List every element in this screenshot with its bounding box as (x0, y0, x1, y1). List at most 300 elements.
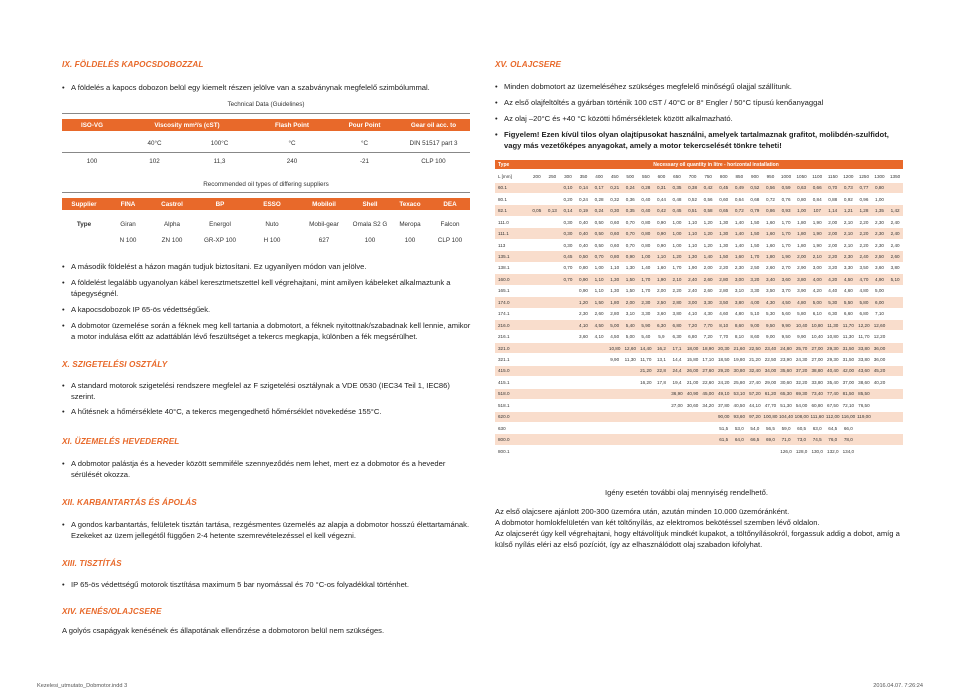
qt-value-cell: 3,20 (828, 265, 838, 271)
qt-value-cell: 15,80 (686, 357, 699, 362)
qt-value-cell: 1,20 (579, 299, 588, 305)
qt-value-cell: 24,30 (795, 357, 808, 362)
qt-value-cell: 1,50 (750, 219, 760, 225)
qt-value-cell: 72,10 (842, 402, 855, 408)
qt-length-cell: 850 (735, 173, 744, 179)
qt-value-cell: 0,38 (688, 185, 698, 191)
qt-value-cell: 3,30 (703, 299, 713, 305)
qt-value-cell: 29,00 (764, 379, 777, 385)
qt-type-cell: 216.1 (498, 334, 510, 340)
qt-value-cell: 104,40 (779, 414, 794, 420)
qt-value-cell: 19,4 (672, 379, 682, 385)
rec-table-caption: Recommended oil types of differing suppliers (203, 181, 329, 188)
qt-value-cell: 1,70 (641, 276, 651, 282)
qt-value-cell: 5,80 (859, 299, 869, 305)
qt-value-cell: 1,40 (703, 253, 713, 259)
qt-value-cell: 2,20 (859, 242, 869, 248)
qt-value-cell: 0,35 (672, 185, 682, 191)
qt-value-cell: 2,50 (656, 299, 666, 305)
qt-value-cell: 2,70 (781, 265, 791, 271)
qt-value-cell: 111,60 (810, 414, 824, 420)
qt-value-cell: 1,70 (641, 288, 651, 294)
qt-value-cell: 116,00 (841, 414, 856, 420)
qt-value-cell: 16,20 (640, 379, 652, 385)
qt-value-cell: 1,00 (641, 253, 651, 259)
qt-length-cell: 1000 (780, 173, 792, 179)
qt-value-cell: 0,72 (734, 208, 744, 214)
sec12-bullet-1: • A gondos karbantartás, felületek tisztán tartása, rezgésmentes üzemelés az alapja a dobmotor hosszú élettartamának. Ezekeket az üzem jellegétől függően 2-4 hetente szemrevételezéssel el kell végezni. (62, 520, 470, 540)
qt-length-cell: 450 (610, 173, 619, 179)
qt-value-cell: 128,0 (795, 448, 808, 454)
qt-value-cell: 3,70 (781, 288, 791, 294)
qt-value-cell: 93,60 (733, 414, 746, 420)
qt-value-cell: 1,50 (750, 231, 760, 237)
qt-value-cell: 0,10 (563, 185, 573, 191)
qt-value-cell: 1,90 (812, 231, 822, 237)
qt-value-cell: 25,80 (733, 379, 746, 385)
qt-value-cell: 0,30 (610, 208, 620, 214)
qt-value-cell: 10,80 (811, 322, 823, 328)
tech-values-row: 100 102 11,3 240 -21 CLP 100 (86, 157, 446, 165)
qt-value-cell: 34,00 (764, 368, 777, 374)
qt-value-cell: 5,40 (625, 322, 635, 328)
bullet-icon: • (62, 580, 65, 589)
qt-value-cell: 1,50 (594, 299, 604, 305)
qt-value-cell: 1,40 (734, 231, 744, 237)
qt-value-cell: 0,90 (579, 276, 588, 282)
qt-value-cell: 6,80 (672, 322, 682, 328)
qt-row (495, 412, 903, 424)
qt-value-cell: 3,10 (734, 288, 744, 294)
qt-value-cell: 67,50 (827, 402, 839, 408)
qt-value-cell: 29,20 (717, 368, 730, 374)
qt-type-cell: 800.1 (498, 448, 510, 454)
qt-length-cell: 750 (704, 173, 712, 179)
qt-value-cell: 0,52 (750, 185, 760, 191)
qt-row (495, 331, 903, 343)
qt-value-cell: 0,80 (579, 265, 588, 271)
qt-value-cell: 9,90 (781, 322, 791, 328)
qt-value-cell: 119,00 (857, 414, 871, 420)
qt-value-cell: 0,56 (765, 185, 775, 191)
qt-value-cell: 8,60 (734, 322, 744, 328)
qt-value-cell: 5,00 (625, 334, 635, 340)
qt-type-cell: 174.1 (498, 311, 510, 317)
qt-value-cell: 17,1 (672, 345, 682, 351)
qt-value-cell: 0,90 (656, 219, 666, 225)
qt-value-cell: 9,50 (765, 322, 775, 328)
qt-value-cell: 2,10 (843, 231, 853, 237)
qt-value-cell: 2,20 (672, 288, 682, 294)
section-15-title: XV. OLAJCSERE (495, 60, 562, 69)
qt-value-cell: 3,60 (579, 334, 588, 340)
qt-value-cell: 3,20 (750, 276, 760, 282)
qt-value-cell: 2,00 (656, 288, 666, 294)
qt-value-cell: 1,50 (625, 288, 635, 294)
qt-value-cell: 51,5 (719, 425, 729, 431)
bullet-icon: • (62, 262, 65, 271)
qt-value-cell: 0,64 (734, 196, 744, 202)
qt-value-cell: 21,20 (640, 368, 652, 374)
qt-value-cell: 0,28 (641, 185, 651, 191)
qt-value-cell: 4,00 (750, 299, 760, 305)
qt-value-cell: 1,35 (875, 208, 884, 214)
qt-value-cell: 1,10 (656, 253, 666, 259)
qt-value-cell: 4,90 (875, 276, 884, 282)
qt-value-cell: 7,70 (703, 322, 713, 328)
qt-value-cell: 36,00 (873, 357, 886, 362)
qt-value-cell: 1,70 (781, 219, 791, 225)
qt-value-cell: 0,19 (579, 208, 588, 214)
qt-row (495, 320, 903, 332)
sec15-bullet-3: • Az olaj –20°C és +40 °C közötti hőmérsékletek között alkalmazható. (495, 114, 733, 123)
type-row: Type Giran Alpha Energol Nuto Mobil-gear Omala S2 G Meropa Falcon (76, 220, 460, 228)
qt-value-cell: 1,20 (703, 231, 713, 237)
qt-value-cell: 3,60 (781, 276, 791, 282)
tech-table-caption: Technical Data (Guidelines) (227, 101, 305, 108)
qt-value-cell: 0,40 (579, 231, 588, 237)
qt-value-cell: 56,5 (765, 425, 775, 431)
qt-value-cell: 63,0 (812, 425, 822, 431)
qt-value-cell: 0,44 (656, 196, 666, 202)
qt-value-cell: 36,90 (671, 391, 683, 397)
qt-row (495, 183, 903, 195)
qt-value-cell: 34,20 (702, 402, 714, 408)
bullet-icon: • (62, 83, 65, 92)
qt-value-cell: 0,32 (610, 196, 620, 202)
qt-length-label: L [mm] (498, 173, 512, 179)
qt-value-cell: 7,10 (875, 311, 884, 317)
qt-length-cell: 250 (548, 173, 557, 179)
qt-value-cell: 1,00 (875, 196, 884, 202)
qt-value-cell: 0,35 (625, 208, 635, 214)
qt-value-cell: 1,70 (781, 231, 791, 237)
qt-value-cell: 81,50 (842, 391, 855, 397)
qt-value-cell: 47,70 (764, 402, 777, 408)
qt-value-cell: 10,40 (795, 322, 808, 328)
qt-value-cell: 0,80 (641, 219, 651, 225)
qt-value-cell: 0,60 (719, 196, 729, 202)
sec10-bullet-1: • A standard motorok szigetelési rendszere megfelel az F szigetelési osztálynak a VDE 0530 (IEC34 Teil 1, IEC86) szerint. (62, 381, 450, 401)
qt-value-cell: 2,10 (843, 242, 853, 248)
qt-value-cell: 1,40 (734, 219, 744, 225)
qt-note: Igény esetén további olaj mennyiség rendelhető. (605, 488, 768, 497)
qt-value-cell: 33,80 (811, 379, 823, 385)
qt-value-cell: 0,70 (828, 185, 838, 191)
qt-row (495, 377, 903, 389)
qt-value-cell: 2,00 (797, 253, 807, 259)
qt-value-cell: 27,40 (749, 379, 761, 385)
qt-value-cell: 2,20 (859, 219, 869, 225)
qt-value-cell: 7,20 (688, 322, 698, 328)
qt-value-cell: 35,40 (827, 379, 839, 385)
qt-value-cell: 1,60 (765, 242, 775, 248)
sec15-bullet-1: • Minden dobmotort az üzemeléséhez szükséges megfelelő minőségű olajjal szállítunk. (495, 82, 792, 91)
qt-value-cell: 134,0 (842, 448, 855, 454)
qt-value-cell: 11,30 (827, 322, 839, 328)
qt-value-cell: 0,77 (859, 185, 869, 191)
qt-row (495, 194, 903, 206)
qt-value-cell: 30,80 (733, 368, 746, 374)
bullet-4: • A kapocsdobozok IP 65-ös védettségűek. (62, 305, 211, 314)
qt-row (495, 205, 903, 217)
qt-row (495, 343, 903, 355)
qt-value-cell: 0,70 (625, 242, 635, 248)
qt-value-cell: 66,5 (750, 437, 760, 443)
qt-value-cell: 5,00 (812, 299, 822, 305)
qt-value-cell: 0,70 (594, 253, 604, 259)
qt-value-cell: 8,60 (750, 334, 760, 340)
qt-value-cell: 2,30 (641, 299, 651, 305)
bullet-icon: • (62, 381, 65, 390)
qt-row (495, 434, 903, 446)
qt-value-cell: 0,68 (750, 196, 760, 202)
qt-value-cell: 1,60 (734, 253, 744, 259)
qt-value-cell: 78,0 (843, 437, 853, 443)
qt-value-cell: 2,00 (625, 299, 635, 305)
qt-value-cell: 14,40 (640, 345, 652, 351)
qt-value-cell: 2,90 (797, 265, 807, 271)
qt-value-cell: 4,30 (765, 299, 775, 305)
qt-value-cell: 1,80 (765, 253, 775, 259)
right-column (495, 0, 915, 695)
qt-value-cell: 2,20 (859, 231, 869, 237)
qt-value-cell: 4,10 (579, 322, 588, 328)
qt-value-cell: 2,30 (734, 265, 744, 271)
qt-value-cell: 0,24 (579, 196, 588, 202)
qt-value-cell: 1,90 (688, 265, 698, 271)
qt-value-cell: 107 (813, 208, 822, 214)
section-12-title: XII. KARBANTARTÁS ÉS ÁPOLÁS (62, 498, 197, 507)
qt-value-cell: 0,90 (625, 253, 635, 259)
qt-value-cell: 5,00 (875, 288, 884, 294)
qt-value-cell: 0,80 (610, 253, 620, 259)
qt-value-cell: 14,4 (672, 357, 682, 362)
qt-value-cell: 1,80 (797, 242, 807, 248)
qt-value-cell: 0,50 (594, 242, 604, 248)
section-13-title: XIII. TISZTÍTÁS (62, 559, 122, 568)
qt-value-cell: 1,00 (672, 231, 682, 237)
qt-value-cell: 24,80 (780, 345, 792, 351)
qt-type-cell: 800.0 (498, 437, 510, 443)
qt-value-cell: 1,80 (797, 231, 807, 237)
qt-value-cell: 53,0 (734, 425, 744, 431)
qt-value-cell: 11,70 (640, 357, 652, 362)
qt-value-cell: 2,60 (890, 253, 900, 259)
qt-value-cell: 3,80 (890, 265, 900, 271)
qt-value-cell: 6,30 (672, 334, 682, 340)
qt-value-cell: 0,36 (625, 196, 635, 202)
qt-value-cell: 2,00 (828, 242, 838, 248)
qt-row (495, 446, 903, 458)
qt-value-cell: 22,60 (702, 379, 714, 385)
qt-value-cell: 1,10 (688, 219, 698, 225)
qt-value-cell: 27,60 (702, 368, 714, 374)
qt-value-cell: 0,66 (812, 185, 822, 191)
qt-value-cell: 2,60 (703, 288, 713, 294)
qt-value-cell: 35,60 (780, 368, 792, 374)
qt-value-cell: 36,00 (873, 345, 886, 351)
qt-value-cell: 4,60 (719, 311, 729, 317)
qt-length-cell: 1150 (827, 173, 838, 179)
qt-type-cell: 165.1 (498, 288, 510, 294)
qt-value-cell: 0,93 (781, 208, 791, 214)
qt-value-cell: 65,30 (780, 391, 792, 397)
qt-value-cell: 61,5 (719, 437, 729, 443)
qt-value-cell: 0,65 (719, 208, 729, 214)
qt-value-cell: 4,20 (828, 276, 838, 282)
qt-value-cell: 0,49 (734, 185, 744, 191)
footer-date: 2016.04.07. 7:26:24 (873, 683, 923, 689)
qt-type-cell: 415.1 (498, 379, 510, 385)
qt-value-cell: 1,00 (594, 265, 604, 271)
qt-value-cell: 1,10 (594, 288, 604, 294)
qt-value-cell: 4,80 (734, 311, 744, 317)
qt-value-cell: 11,70 (858, 334, 870, 340)
qt-length-cell: 350 (579, 173, 588, 179)
qt-value-cell: 1,42 (890, 208, 900, 214)
qt-value-cell: 1,50 (719, 253, 729, 259)
qt-value-cell: 64,5 (828, 425, 838, 431)
qt-row (495, 240, 903, 252)
qt-value-cell: 37,00 (842, 379, 855, 385)
qt-value-cell: 27,00 (671, 402, 683, 408)
qt-value-cell: 18,50 (717, 357, 730, 362)
qt-value-cell: 0,13 (547, 208, 557, 214)
qt-value-cell: 97,20 (749, 414, 761, 420)
qt-type-cell: 135.1 (498, 253, 510, 259)
qt-length-cell: 650 (673, 173, 681, 179)
qt-value-cell: 0,50 (594, 219, 604, 225)
qt-value-cell: 11,30 (624, 357, 636, 362)
qt-length-cell: 950 (766, 173, 775, 179)
qt-value-cell: 4,00 (812, 276, 822, 282)
oil-change-p3: Az olajcserét úgy kell végrehajtani, hogy eltávolítjuk mindkét kupakot, a töltőnyílásokról, forgassuk addig a dobot, amíg a külső nyílás eléri az első pozíciót, így az elhasználódott olaj szabadon kifolyhat. (495, 529, 900, 549)
qt-value-cell: 40,40 (827, 368, 839, 374)
qt-value-cell: 0,20 (563, 196, 573, 202)
bullet-icon: • (62, 305, 65, 314)
qt-value-cell: 6,80 (688, 334, 698, 340)
qt-type-cell: 216.0 (498, 322, 510, 328)
qt-value-cell: 4,80 (859, 288, 869, 294)
qt-value-cell: 21,60 (733, 345, 746, 351)
qt-value-cell: 74,5 (812, 437, 822, 443)
qt-type-cell: 111.0 (498, 219, 509, 225)
qt-value-cell: 2,30 (579, 311, 588, 317)
qt-value-cell: 17,8 (656, 379, 666, 385)
qt-value-cell: 1,90 (812, 242, 822, 248)
qt-value-cell: 0,73 (843, 185, 853, 191)
qt-value-cell: 29,30 (827, 357, 839, 362)
qt-value-cell: 29,30 (827, 345, 839, 351)
bullet-icon: • (62, 278, 65, 287)
tech-head-row: ISO-VG Viscosity mm²/s (cST) Flash Point Pour Point Gear oil acc. to (62, 119, 470, 131)
qt-value-cell: 5,60 (781, 311, 791, 317)
qt-value-cell: 11,30 (842, 334, 854, 340)
qt-value-cell: 1,20 (672, 253, 682, 259)
qt-value-cell: 5,10 (750, 311, 760, 317)
qt-value-cell: 0,70 (625, 231, 635, 237)
qt-value-cell: 0,28 (594, 196, 604, 202)
qt-value-cell: 1,90 (656, 276, 666, 282)
qt-value-cell: 0,72 (765, 196, 775, 202)
qt-value-cell: 0,76 (781, 196, 791, 202)
qt-length-cell: 1300 (874, 173, 885, 179)
qt-value-cell: 1,30 (719, 242, 729, 248)
qt-value-cell: 6,30 (656, 322, 666, 328)
qt-value-cell: 0,14 (579, 185, 588, 191)
section-14-title: XIV. KENÉS/OLAJCSERE (62, 607, 162, 616)
qt-value-cell: 18,90 (702, 345, 714, 351)
qt-value-cell: 1,30 (625, 265, 635, 271)
bullet-icon: • (62, 321, 65, 330)
bullet-icon: • (62, 407, 65, 416)
qt-row (495, 263, 903, 275)
qt-length-cell: 500 (626, 173, 635, 179)
qt-value-cell: 0,58 (703, 208, 713, 214)
tech-units-row: 40°C 100°C °C °C DIN 51517 part 3 (147, 139, 458, 147)
qt-value-cell: 2,10 (812, 253, 822, 259)
qt-value-cell: 3,50 (765, 288, 775, 294)
qt-value-cell: 1,21 (843, 208, 853, 214)
qt-value-cell: 71,0 (781, 437, 791, 443)
qt-value-cell: 57,20 (749, 391, 761, 397)
qt-type-cell: 138.1 (498, 265, 510, 271)
qt-value-cell: 31,50 (842, 345, 855, 351)
qt-value-cell: 0,45 (672, 208, 682, 214)
qt-value-cell: 3,50 (719, 299, 729, 305)
qt-row (495, 297, 903, 309)
qt-value-cell: 0,90 (656, 231, 666, 237)
qt-value-cell: 3,30 (750, 288, 760, 294)
qt-value-cell: 26,00 (686, 368, 699, 374)
qt-value-cell: 0,63 (797, 185, 807, 191)
qt-value-cell: 6,80 (859, 311, 869, 317)
qt-type-cell: 321.0 (498, 345, 510, 351)
qt-value-cell: 2,30 (843, 253, 853, 259)
left-column (62, 0, 472, 695)
qt-value-cell: 4,10 (594, 334, 604, 340)
qt-row (495, 389, 903, 401)
qt-value-cell: 22,50 (764, 357, 777, 362)
qt-value-cell: 3,40 (765, 276, 775, 282)
qt-row (495, 217, 903, 229)
qt-value-cell: 0,90 (579, 288, 588, 294)
qt-value-cell: 0,90 (656, 242, 666, 248)
qt-length-cell: 700 (688, 173, 697, 179)
qt-value-cell: 45,20 (873, 368, 886, 374)
qt-type-cell: 160.0 (498, 276, 510, 282)
qt-value-cell: 5,30 (828, 299, 838, 305)
qt-value-cell: 32,20 (795, 379, 808, 385)
qt-value-cell: 3,80 (734, 299, 744, 305)
qt-value-cell: 4,60 (843, 288, 853, 294)
qt-value-cell: 1,70 (672, 265, 682, 271)
qt-value-cell: 2,00 (703, 265, 713, 271)
qt-type-cell: 518.0 (498, 391, 510, 397)
qt-value-cell: 3,00 (734, 276, 744, 282)
qt-value-cell: 0,70 (563, 265, 573, 271)
qt-value-cell: 0,70 (563, 276, 573, 282)
qt-value-cell: 43,60 (858, 368, 870, 374)
qt-value-cell: 1,70 (750, 253, 760, 259)
qt-value-cell: 69,0 (765, 437, 775, 443)
qt-value-cell: 5,40 (641, 334, 651, 340)
qt-value-cell: 2,40 (890, 219, 900, 225)
qt-value-cell: 12,20 (858, 322, 870, 328)
qt-value-cell: 33,80 (858, 357, 870, 362)
qt-value-cell: 0,31 (656, 185, 666, 191)
